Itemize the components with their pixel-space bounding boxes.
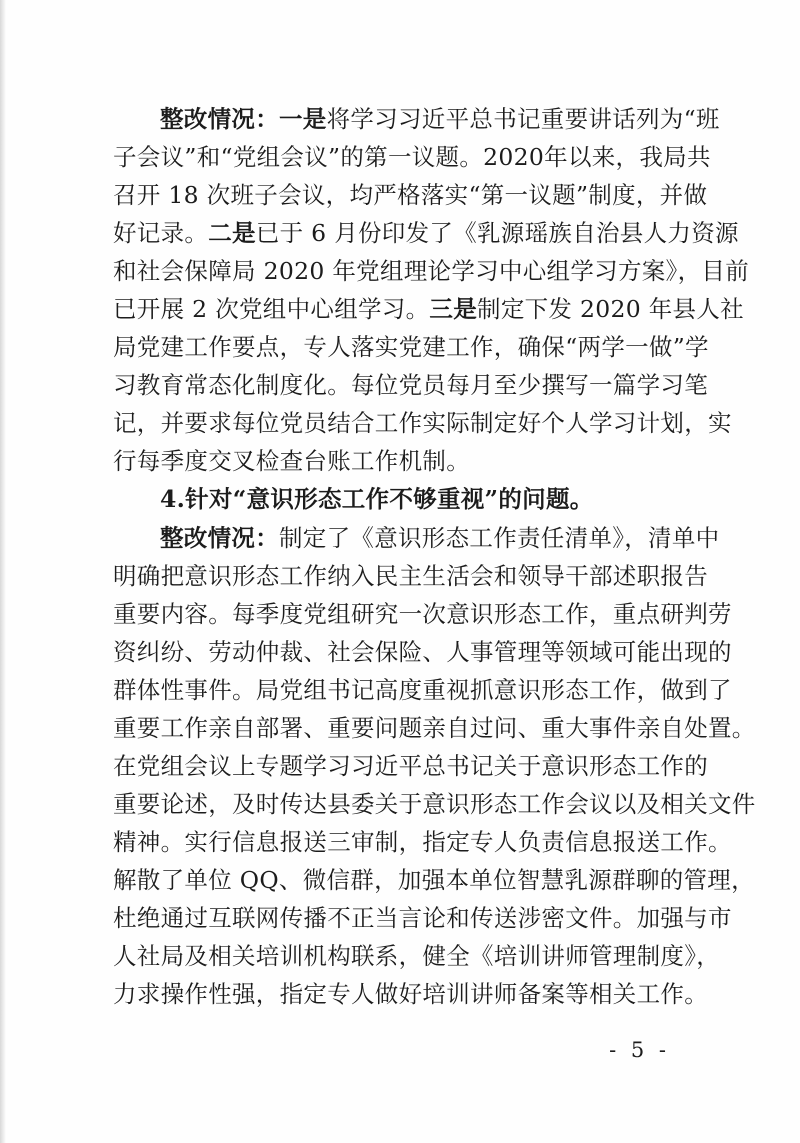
- bold-text: 整改情况：: [160, 524, 279, 552]
- text-run: 重要工作亲自部署、重要问题亲自过问、重大事件亲自处置。: [113, 714, 756, 742]
- paragraph-line: [113, 937, 721, 975]
- paragraph-line: [113, 709, 756, 747]
- paragraph-line: [113, 823, 732, 861]
- paragraph-line: [113, 595, 732, 633]
- paragraph-line: [113, 442, 685, 480]
- text-run: 力求操作性强，指定专人做好培训讲师备案等相关工作。: [113, 980, 708, 1008]
- paragraph-line: [113, 861, 755, 899]
- text-run: 解散了单位 QQ、微信群，加强本单位智慧乳源群聊的管理，: [113, 866, 755, 894]
- text-run: 行每季度交叉检查台账工作机制。: [113, 447, 470, 475]
- paragraph-line: [113, 290, 744, 328]
- paragraph-line: [113, 899, 732, 937]
- section-heading: [160, 480, 685, 518]
- text-run: 制定了《意识形态工作责任清单》，清单中: [279, 524, 720, 552]
- paragraph-line: [113, 214, 739, 252]
- text-run: 明确把意识形态工作纳入民主生活会和领导干部述职报告: [113, 562, 708, 590]
- paragraph-line: [113, 633, 732, 671]
- text-run: 杜绝通过互联网传播不正当言论和传送涉密文件。加强与市: [113, 904, 732, 932]
- bold-text: 整改情况：: [160, 105, 279, 133]
- paragraph-line: [160, 519, 720, 557]
- text-run: 子会议”和“党组会议”的第一议题。2020年以来，我局共: [113, 143, 711, 171]
- paragraph-line: [113, 557, 708, 595]
- bold-text: 一是: [279, 105, 327, 133]
- page-edge-shadow: [0, 0, 6, 1143]
- text-run: 精神。实行信息报送三审制，指定专人负责信息报送工作。: [113, 828, 732, 856]
- text-run: 群体性事件。局党组书记高度重视抓意识形态工作，做到了: [113, 676, 732, 704]
- paragraph-line: [113, 138, 711, 176]
- text-run: 制定下发 2020 年县人社: [477, 295, 744, 323]
- paragraph-line: [113, 176, 708, 214]
- text-run: 和社会保障局 2020 年党组理论学习中心组学习方案》，目前: [113, 257, 749, 285]
- paragraph-line: [113, 671, 732, 709]
- text-run: 好记录。: [113, 219, 209, 247]
- text-run: 召开 18 次班子会议，均严格落实“第一议题”制度，并做: [113, 181, 708, 209]
- text-run: 人社局及相关培训机构联系，健全《培训讲师管理制度》，: [113, 942, 721, 970]
- text-run: 已于 6 月份印发了《乳源瑶族自治县人力资源: [255, 219, 739, 247]
- page-number: - 5 -: [609, 1038, 670, 1062]
- paragraph-line: [160, 100, 720, 138]
- paragraph-line: [113, 785, 756, 823]
- text-run: 重要论述，及时传达县委关于意识形态工作会议以及相关文件: [113, 790, 756, 818]
- paragraph-line: [113, 328, 709, 366]
- text-run: 局党建工作要点，专人落实党建工作，确保“两学一做”学: [113, 333, 709, 361]
- text-run: 已开展 2 次党组中心组学习。: [113, 295, 430, 323]
- paragraph-line: [113, 252, 749, 290]
- text-run: 在党组会议上专题学习习近平总书记关于意识形态工作的: [113, 752, 708, 780]
- text-run: 习教育常态化制度化。每位党员每月至少撰写一篇学习笔: [113, 371, 708, 399]
- bold-text: 4.针对“意识形态工作不够重视”的问题。: [160, 485, 594, 513]
- bold-text: 二是: [208, 219, 256, 247]
- bold-text: 三是: [429, 295, 478, 323]
- paragraph-line: [113, 366, 708, 404]
- text-run: 重要内容。每季度党组研究一次意识形态工作，重点研判劳: [113, 600, 732, 628]
- paragraph-line: [113, 747, 708, 785]
- text-run: 将学习习近平总书记重要讲话列为“班: [326, 105, 720, 133]
- paragraph-line: [113, 975, 708, 1013]
- text-run: 记，并要求每位党员结合工作实际制定好个人学习计划，实: [113, 409, 732, 437]
- text-run: 资纠纷、劳动仲裁、社会保险、人事管理等领域可能出现的: [113, 638, 732, 666]
- paragraph-line: [113, 404, 732, 442]
